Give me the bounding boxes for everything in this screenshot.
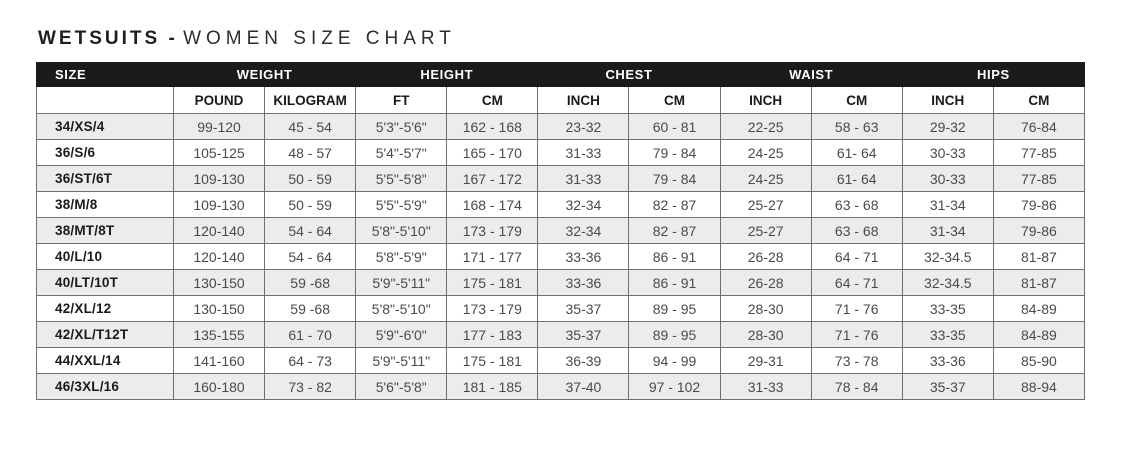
unit-header-9-cm: CM <box>993 87 1084 114</box>
value-cell: 50 - 59 <box>265 166 356 192</box>
value-cell: 5'9"-5'11" <box>356 270 447 296</box>
size-cell: 42/XL/12 <box>37 296 174 322</box>
table-row <box>37 374 1085 400</box>
value-cell: 79-86 <box>993 218 1084 244</box>
value-cell: 31-33 <box>538 166 629 192</box>
unit-header-7-cm: CM <box>811 87 902 114</box>
table-row <box>37 270 1085 296</box>
size-cell: 38/M/8 <box>37 192 174 218</box>
value-cell: 60 - 81 <box>629 114 720 140</box>
value-cell: 71 - 76 <box>811 322 902 348</box>
value-cell: 177 - 183 <box>447 322 538 348</box>
value-cell: 181 - 185 <box>447 374 538 400</box>
value-cell: 130-150 <box>174 296 265 322</box>
value-cell: 28-30 <box>720 296 811 322</box>
value-cell: 33-35 <box>902 322 993 348</box>
value-cell: 5'8"-5'9" <box>356 244 447 270</box>
value-cell: 88-94 <box>993 374 1084 400</box>
value-cell: 173 - 179 <box>447 218 538 244</box>
value-cell: 79 - 84 <box>629 140 720 166</box>
value-cell: 141-160 <box>174 348 265 374</box>
table-row <box>37 192 1085 218</box>
group-header-weight: WEIGHT <box>174 63 356 87</box>
page-title-bold: WETSUITS - <box>38 28 178 49</box>
group-header-height: HEIGHT <box>356 63 538 87</box>
value-cell: 5'4"-5'7" <box>356 140 447 166</box>
value-cell: 82 - 87 <box>629 218 720 244</box>
value-cell: 25-27 <box>720 192 811 218</box>
value-cell: 32-34.5 <box>902 244 993 270</box>
value-cell: 78 - 84 <box>811 374 902 400</box>
value-cell: 29-31 <box>720 348 811 374</box>
size-chart-table <box>36 62 1085 400</box>
value-cell: 120-140 <box>174 244 265 270</box>
value-cell: 61- 64 <box>811 166 902 192</box>
value-cell: 26-28 <box>720 244 811 270</box>
unit-header-2-ft: FT <box>356 87 447 114</box>
value-cell: 24-25 <box>720 140 811 166</box>
table-row <box>37 322 1085 348</box>
value-cell: 5'8"-5'10" <box>356 296 447 322</box>
value-cell: 58 - 63 <box>811 114 902 140</box>
value-cell: 31-34 <box>902 218 993 244</box>
value-cell: 71 - 76 <box>811 296 902 322</box>
value-cell: 61- 64 <box>811 140 902 166</box>
value-cell: 32-34 <box>538 192 629 218</box>
value-cell: 32-34 <box>538 218 629 244</box>
value-cell: 31-34 <box>902 192 993 218</box>
value-cell: 5'9"-5'11" <box>356 348 447 374</box>
value-cell: 31-33 <box>720 374 811 400</box>
value-cell: 84-89 <box>993 322 1084 348</box>
page-title-light: WOMEN SIZE CHART <box>183 28 456 49</box>
value-cell: 77-85 <box>993 166 1084 192</box>
table-header <box>37 63 1085 114</box>
value-cell: 81-87 <box>993 244 1084 270</box>
value-cell: 31-33 <box>538 140 629 166</box>
table-row <box>37 218 1085 244</box>
size-cell: 42/XL/T12T <box>37 322 174 348</box>
group-header-row <box>37 63 1085 87</box>
unit-header-3-cm: CM <box>447 87 538 114</box>
value-cell: 81-87 <box>993 270 1084 296</box>
table-body <box>37 114 1085 400</box>
unit-header-0-pound: POUND <box>174 87 265 114</box>
value-cell: 29-32 <box>902 114 993 140</box>
value-cell: 50 - 59 <box>265 192 356 218</box>
size-cell: 40/LT/10T <box>37 270 174 296</box>
unit-header-1-kilogram: KILOGRAM <box>265 87 356 114</box>
value-cell: 175 - 181 <box>447 348 538 374</box>
size-cell: 36/S/6 <box>37 140 174 166</box>
value-cell: 165 - 170 <box>447 140 538 166</box>
value-cell: 168 - 174 <box>447 192 538 218</box>
unit-header-row <box>37 87 1085 114</box>
value-cell: 5'6"-5'8" <box>356 374 447 400</box>
value-cell: 175 - 181 <box>447 270 538 296</box>
value-cell: 24-25 <box>720 166 811 192</box>
value-cell: 85-90 <box>993 348 1084 374</box>
value-cell: 33-36 <box>902 348 993 374</box>
group-header-waist: WAIST <box>720 63 902 87</box>
value-cell: 79-86 <box>993 192 1084 218</box>
value-cell: 54 - 64 <box>265 244 356 270</box>
size-cell: 34/XS/4 <box>37 114 174 140</box>
value-cell: 35-37 <box>538 322 629 348</box>
value-cell: 5'5"-5'9" <box>356 192 447 218</box>
value-cell: 30-33 <box>902 166 993 192</box>
unit-header-6-inch: INCH <box>720 87 811 114</box>
size-cell: 46/3XL/16 <box>37 374 174 400</box>
table-row <box>37 348 1085 374</box>
value-cell: 32-34.5 <box>902 270 993 296</box>
value-cell: 79 - 84 <box>629 166 720 192</box>
value-cell: 84-89 <box>993 296 1084 322</box>
value-cell: 23-32 <box>538 114 629 140</box>
unit-header-empty <box>37 87 174 114</box>
table-row <box>37 296 1085 322</box>
group-header-hips: HIPS <box>902 63 1084 87</box>
value-cell: 77-85 <box>993 140 1084 166</box>
value-cell: 22-25 <box>720 114 811 140</box>
unit-header-4-inch: INCH <box>538 87 629 114</box>
value-cell: 35-37 <box>538 296 629 322</box>
group-header-chest: CHEST <box>538 63 720 87</box>
page-title <box>38 28 1135 50</box>
value-cell: 59 -68 <box>265 296 356 322</box>
size-cell: 44/XXL/14 <box>37 348 174 374</box>
value-cell: 89 - 95 <box>629 296 720 322</box>
table-row <box>37 114 1085 140</box>
size-cell: 36/ST/6T <box>37 166 174 192</box>
value-cell: 73 - 82 <box>265 374 356 400</box>
value-cell: 162 - 168 <box>447 114 538 140</box>
value-cell: 86 - 91 <box>629 270 720 296</box>
value-cell: 173 - 179 <box>447 296 538 322</box>
value-cell: 33-35 <box>902 296 993 322</box>
unit-header-5-cm: CM <box>629 87 720 114</box>
value-cell: 82 - 87 <box>629 192 720 218</box>
value-cell: 59 -68 <box>265 270 356 296</box>
value-cell: 26-28 <box>720 270 811 296</box>
value-cell: 63 - 68 <box>811 218 902 244</box>
value-cell: 64 - 71 <box>811 244 902 270</box>
value-cell: 45 - 54 <box>265 114 356 140</box>
value-cell: 89 - 95 <box>629 322 720 348</box>
table-row <box>37 244 1085 270</box>
value-cell: 105-125 <box>174 140 265 166</box>
value-cell: 94 - 99 <box>629 348 720 374</box>
unit-header-8-inch: INCH <box>902 87 993 114</box>
value-cell: 54 - 64 <box>265 218 356 244</box>
value-cell: 64 - 71 <box>811 270 902 296</box>
value-cell: 33-36 <box>538 270 629 296</box>
value-cell: 5'5"-5'8" <box>356 166 447 192</box>
table-row <box>37 140 1085 166</box>
value-cell: 35-37 <box>902 374 993 400</box>
value-cell: 63 - 68 <box>811 192 902 218</box>
table-row <box>37 166 1085 192</box>
value-cell: 36-39 <box>538 348 629 374</box>
value-cell: 5'9"-6'0" <box>356 322 447 348</box>
value-cell: 109-130 <box>174 166 265 192</box>
value-cell: 86 - 91 <box>629 244 720 270</box>
value-cell: 171 - 177 <box>447 244 538 270</box>
value-cell: 48 - 57 <box>265 140 356 166</box>
value-cell: 25-27 <box>720 218 811 244</box>
value-cell: 61 - 70 <box>265 322 356 348</box>
value-cell: 37-40 <box>538 374 629 400</box>
value-cell: 167 - 172 <box>447 166 538 192</box>
value-cell: 120-140 <box>174 218 265 244</box>
value-cell: 28-30 <box>720 322 811 348</box>
value-cell: 33-36 <box>538 244 629 270</box>
size-cell: 40/L/10 <box>37 244 174 270</box>
group-header-size: SIZE <box>37 63 174 87</box>
value-cell: 99-120 <box>174 114 265 140</box>
value-cell: 109-130 <box>174 192 265 218</box>
value-cell: 64 - 73 <box>265 348 356 374</box>
value-cell: 76-84 <box>993 114 1084 140</box>
value-cell: 97 - 102 <box>629 374 720 400</box>
size-cell: 38/MT/8T <box>37 218 174 244</box>
value-cell: 5'3"-5'6" <box>356 114 447 140</box>
value-cell: 160-180 <box>174 374 265 400</box>
value-cell: 5'8"-5'10" <box>356 218 447 244</box>
value-cell: 30-33 <box>902 140 993 166</box>
value-cell: 130-150 <box>174 270 265 296</box>
value-cell: 135-155 <box>174 322 265 348</box>
value-cell: 73 - 78 <box>811 348 902 374</box>
